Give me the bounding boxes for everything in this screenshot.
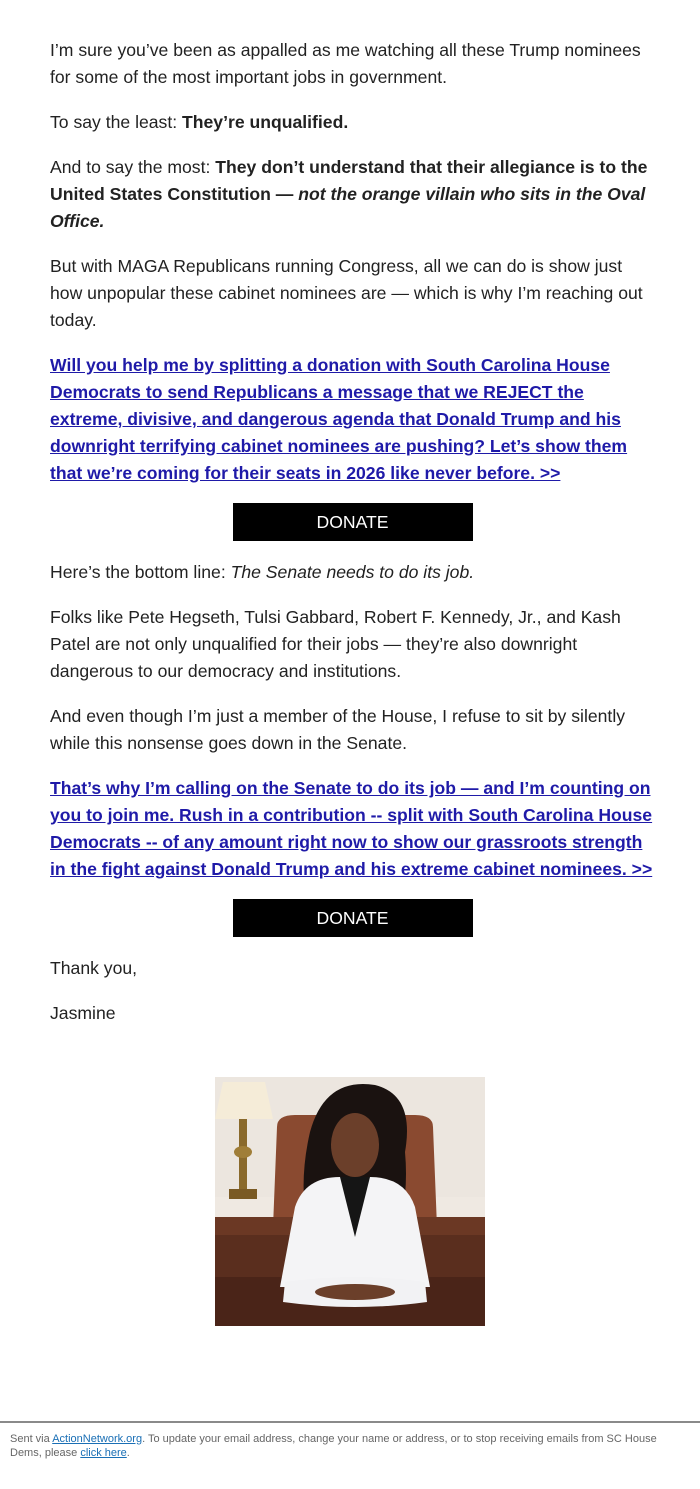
paragraph-least-lead: To say the least: xyxy=(50,112,183,132)
donate-button-2[interactable]: DONATE xyxy=(233,899,473,937)
paragraph-most-bold-italic: not the orange villain who sits in the Oval Office. xyxy=(50,184,646,231)
donate-button-wrap-1 xyxy=(50,503,655,541)
footer-prefix: Sent via xyxy=(10,1433,53,1445)
footer-divider xyxy=(0,1421,700,1423)
donate-button-1[interactable]: DONATE xyxy=(233,503,473,541)
paragraph-intro: I’m sure you’ve been as appalled as me watching all these Trump nominees for some of the most important jobs in government. xyxy=(50,40,641,87)
click-here-link[interactable]: click here xyxy=(80,1447,127,1459)
paragraph-link-1 xyxy=(50,352,655,487)
footer-middle: . To update your email address, change your name or address, or to stop receiving emails from SC House Dems, please xyxy=(10,1433,657,1459)
paragraph-nominees: Folks like Pete Hegseth, Tulsi Gabbard, Robert F. Kennedy, Jr., and Kash Patel are not only unqualified for their jobs — they’re also downright dangerous to our democracy and institutions. xyxy=(50,607,621,681)
signature: Jasmine xyxy=(50,1003,116,1023)
paragraph-most xyxy=(50,154,655,235)
paragraph-most-lead: And to say the most: xyxy=(50,157,216,177)
donate-appeal-link-1[interactable]: Will you help me by splitting a donation with South Carolina House Democrats to send Republicans a message that we REJECT the extreme, divisive, and dangerous agenda that Donald Trump and his downright terrifying cabinet nominees are pushing? Let’s show them that we’re coming for their seats in 2026 like never before. >> xyxy=(50,355,628,483)
portrait-photo xyxy=(215,1077,485,1326)
paragraph-bottom-line-lead: Here’s the bottom line: xyxy=(50,562,231,582)
paragraph-least xyxy=(50,109,655,136)
email-body xyxy=(50,37,655,1045)
paragraph-maga: But with MAGA Republicans running Congress, all we can do is show just how unpopular these cabinet nominees are — which is why I’m reaching out today. xyxy=(50,256,643,330)
donate-button-wrap-2 xyxy=(50,899,655,937)
footer-suffix: . xyxy=(126,1447,130,1459)
paragraph-bottom-line-italic: The Senate needs to do its job. xyxy=(230,562,475,582)
paragraph-bottom-line xyxy=(50,559,655,586)
footer xyxy=(10,1432,690,1460)
paragraph-link-2 xyxy=(50,775,655,883)
actionnetwork-link[interactable]: ActionNetwork.org xyxy=(52,1433,143,1445)
signoff: Thank you, xyxy=(50,958,138,978)
paragraph-least-bold: They’re unqualified. xyxy=(182,112,349,132)
donate-appeal-link-2[interactable]: That’s why I’m calling on the Senate to do its job — and I’m counting on you to join me. Rush in a contribution -- split with South Carolina House Democrats -- of any amount right now to show our grassroots strength in the fight against Donald Trump and his extreme cabinet nominees. >> xyxy=(50,778,653,879)
paragraph-house: And even though I’m just a member of the House, I refuse to sit by silently while this nonsense goes down in the Senate. xyxy=(50,706,626,753)
paragraph-most-bold: They don’t understand that their allegiance is to the United States Constitution — xyxy=(50,157,648,204)
